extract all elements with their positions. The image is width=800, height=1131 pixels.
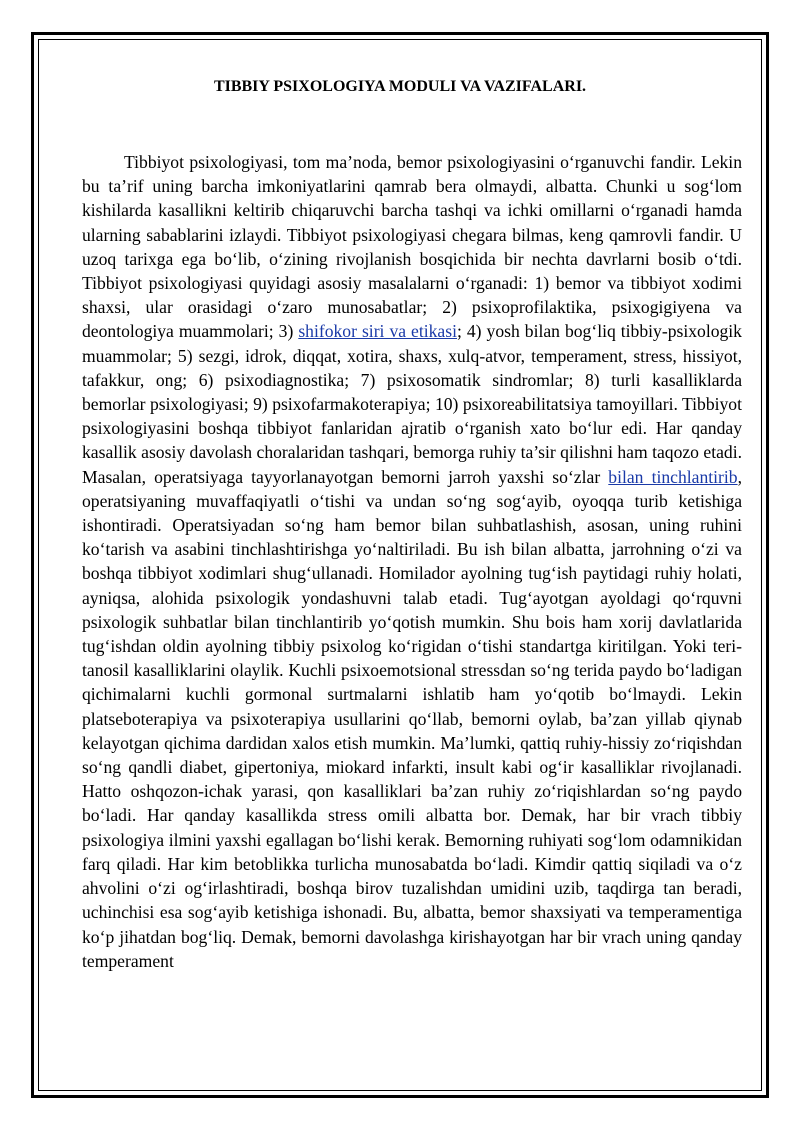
body-paragraph	[82, 150, 742, 973]
link-shifokor-siri-va-etikasi[interactable]: shifokor siri va etikasi	[298, 321, 457, 342]
paragraph-text-part-2: ; 4) yosh bilan bog‘liq tibbiy-psixologik muammolar; 5) sezgi, idrok, diqqat, xotira, shaxs, xulq-atvor, temperament, stress, hissiyot, tafakkur, ong; 6) psixodiagnostika; 7) psixosomatik sindromlar; 8) turli kasalliklarda bemorlar psixologiyasi; 9) psixofarmakoterapiya; 10) psixoreabilitatsiya tamoyillari. Tibbiyot psixologiyasini boshqa tibbiyot fanlaridan ajratib o‘rganish xato bo‘lur edi. Har qanday kasallik asosiy davolash choralaridan tashqari, bemorga ruhiy ta’sir qilishni ham taqozo etadi. Masalan, operatsiyaga tayyorlanayotgan bemorni jarroh yaxshi so‘zlar	[82, 321, 742, 487]
link-bilan-tinchlantirib[interactable]: bilan tinchlantirib	[608, 466, 738, 487]
paragraph-text-part-3: , operatsiyaning muvaffaqiyatli o‘tishi va undan so‘ng sog‘ayib, oyoqqa turib ketishiga ishontiradi. Operatsiyadan so‘ng ham bemor bilan suhbatlashish, asosan, uning ruhini ko‘tarish va asabini tinchlashtirishga yo‘naltiriladi. Bu ish bilan albatta, jarrohning o‘zi va boshqa tibbiyot xodimlari shug‘ullanadi. Homilador ayolning tug‘ish paytidagi ruhiy holati, ayniqsa, alohida psixologik yondashuvni talab etadi. Tug‘ayotgan ayoldagi qo‘rquvni psixologik suhbatlar bilan tinchlantirib yo‘qotish mumkin. Shu bois ham xorij davlatlarida tug‘ishdan oldin ayolning tibbiy psixolog ko‘rigidan o‘tishi standartga kiritilgan. Yoki teri-tanosil kasalliklarini olaylik. Kuchli psixoemotsional stressdan so‘ng terida paydo bo‘ladigan qichimalarni kuchli gormonal surtmalarni ishlatib ham yo‘qotib bo‘lmaydi. Lekin platseboterapiya va psixoterapiya usullarini qo‘llab, bemorni oylab, ba’zan yillab qiynab kelayotgan qichima dardidan xalos etish mumkin. Ma’lumki, qattiq ruhiy-hissiy zo‘riqishdan so‘ng qandli diabet, gipertoniya, miokard infarkti, insult kabi og‘ir kasalliklar rivojlanadi. Hatto oshqozon-ichak yarasi, qon kasalliklari ba’zan ruhiy zo‘riqishlardan so‘ng paydo bo‘ladi. Har qanday kasallikda stress omili albatta bor. Demak, har bir vrach tibbiy psixologiya ilmini yaxshi egallagan bo‘lishi kerak. Bemorning ruhiyati sog‘lom odamnikidan farq qiladi. Har kim betoblikka turlicha munosabatda bo‘ladi. Kimdir qattiq siqiladi va o‘z ahvolini o‘zi og‘irlashtiradi, boshqa birov tuzalishdan umidini uzib, taqdirga tan beradi, uchinchisi esa sog‘ayib ketishiga ishonadi. Bu, albatta, bemor shaxsiyati va temperamentiga ko‘p jihatdan bog‘liq. Demak, bemorni davolashga kirishayotgan har bir vrach uning qanday temperament	[82, 466, 742, 971]
document-title: TIBBIY PSIXOLOGIYA MODULI VA VAZIFALARI.	[213, 78, 587, 95]
paragraph-text-part-1: Tibbiyot psixologiyasi, tom ma’noda, bemor psixologiyasini o‘rganuvchi fandir. Lekin bu ta’rif uning barcha imkoniyatlarini qamrab bera olmaydi, albatta. Chunki u sog‘lom kishilarda kasallikni keltirib chiqaruvchi barcha tashqi va ichki omillarni o‘rganadi hamda ularning sabablarini izlaydi. Tibbiyot psixologiyasi chegara bilmas, keng qamrovli fandir. U uzoq tarixga ega bo‘lib, o‘zining rivojlanish bosqichida bir nechta davrlarni bosib o‘tdi. Tibbiyot psixologiyasi quyidagi asosiy masalalarni o‘rganadi: 1) bemor va tibbiyot xodimi shaxsi, ular orasidagi o‘zaro munosabatlar; 2) psixoprofilaktika, psixogigiyena va deontologiya muammolari; 3)	[82, 152, 742, 342]
